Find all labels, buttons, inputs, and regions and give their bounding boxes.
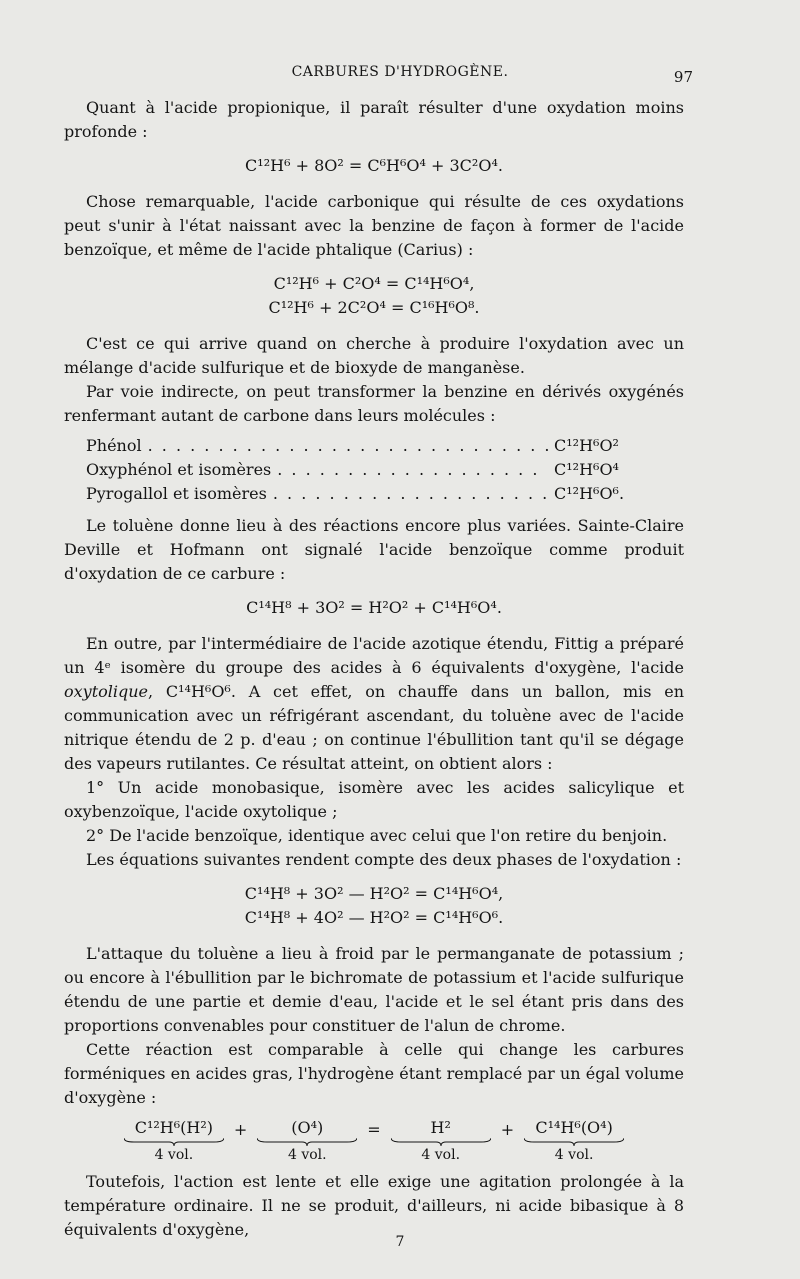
term-formula: C¹²H⁶(H²) (134, 1118, 214, 1137)
paragraph: Toutefois, l'action est lente et elle exige une agitation prolongée à la température ordinaire. Il ne se produit, d'ailleurs, ni acide bibasique à 8 équivalents d'oxygène, (64, 1172, 684, 1239)
equation: C¹⁴H⁸ + 4O² — H²O² = C¹⁴H⁶O⁶. (244, 908, 504, 927)
paragraph: C'est ce qui arrive quand on cherche à produire l'oxydation avec un mélange d'acide sulfurique et de bioxyde de manganèse. (64, 334, 684, 377)
leader-dots (273, 482, 548, 506)
paragraph (64, 632, 684, 776)
compound-formula: C¹²H⁶O² (554, 436, 619, 455)
equation: C¹²H⁶ + 2C²O⁴ = C¹⁶H⁶O⁸. (268, 298, 480, 317)
volume-equation (64, 1118, 684, 1164)
list-item (64, 482, 684, 506)
running-title: CARBURES D'HYDROGÈNE. (291, 64, 509, 80)
compound-name: Oxyphénol et isomères (86, 460, 272, 479)
term-volume: 4 vol. (287, 1147, 327, 1163)
term-volume: 4 vol. (154, 1147, 194, 1163)
term-formula: C¹⁴H⁶(O⁴) (535, 1118, 613, 1137)
page-number: 97 (673, 68, 693, 86)
list-item (64, 434, 684, 458)
italic-term: oxytolique (64, 682, 149, 701)
paragraph: Chose remarquable, l'acide carbonique qui résulte de ces oxydations peut s'unir à l'état naissant avec la benzine de façon à former de l'acide benzoïque, et même de l'acide phtalique (Carius) : (64, 192, 684, 259)
term-volume: 4 vol. (554, 1147, 594, 1163)
volume-term (257, 1118, 357, 1164)
paragraph: Quant à l'acide propionique, il paraît résulter d'une oxydation moins profonde : (64, 98, 684, 141)
term-formula: H² (430, 1118, 451, 1137)
volume-term (124, 1118, 224, 1164)
paragraph-text: En outre, par l'intermédiaire de l'acide azotique étendu, Fittig a préparé un 4ᵉ isomère du groupe des acides à 6 équivalents d'oxygène, l'acide (64, 634, 684, 677)
page-header (0, 64, 800, 84)
equation: C¹⁴H⁸ + 3O² — H²O² = C¹⁴H⁶O⁴, (244, 884, 504, 903)
equation-block (64, 154, 684, 178)
volume-term (391, 1118, 491, 1164)
printer-signature: 7 (395, 1234, 405, 1250)
underbrace (124, 1138, 224, 1146)
volume-term (524, 1118, 624, 1164)
underbrace (391, 1138, 491, 1146)
equation: C¹²H⁶ + C²O⁴ = C¹⁴H⁶O⁴, (273, 274, 475, 293)
operator: = (367, 1120, 381, 1139)
paragraph: Cette réaction est comparable à celle qui change les carbures forméniques en acides gras, l'hydrogène étant remplacé par un égal volume d'oxygène : (64, 1040, 684, 1107)
page-body (64, 96, 684, 1242)
equation-block (64, 596, 684, 620)
equation-block (64, 272, 684, 320)
paragraph: L'attaque du toluène a lieu à froid par le permanganate de potassium ; ou encore à l'ébullition par le bichromate de potassium et l'acide sulfurique étendu de une partie et demie d'eau, l'acide et le sel étant pris dans des proportions convenables pour constituer de l'alun de chrome. (64, 944, 684, 1035)
paragraph: Par voie indirecte, on peut transformer la benzine en dérivés oxygénés renfermant autant de carbone dans leurs molécules : (64, 382, 684, 425)
compound-name: Phénol (86, 436, 142, 455)
operator: + (233, 1120, 248, 1139)
leader-dots (148, 434, 548, 458)
paragraph: Les équations suivantes rendent compte des deux phases de l'oxydation : (86, 850, 682, 869)
compound-list (64, 434, 684, 506)
list-item (64, 458, 684, 482)
paragraph: 2° De l'acide benzoïque, identique avec celui que l'on retire du benjoin. (86, 826, 668, 845)
operator: + (500, 1120, 515, 1139)
paragraph: 1° Un acide monobasique, isomère avec les acides salicylique et oxybenzoïque, l'acide oxytolique ; (64, 778, 684, 821)
paragraph: Le toluène donne lieu à des réactions encore plus variées. Sainte-Claire Deville et Hofmann ont signalé l'acide benzoïque comme produit d'oxydation de ce carbure : (64, 516, 684, 583)
compound-formula: C¹²H⁶O⁴ (554, 460, 619, 479)
equation-block (64, 882, 684, 930)
equation: C¹⁴H⁸ + 3O² = H²O² + C¹⁴H⁶O⁴. (246, 598, 502, 617)
paragraph-text: , C¹⁴H⁶O⁶. A cet effet, on chauffe dans un ballon, mis en communication avec un réfrigérant ascendant, du toluène avec de l'acide nitrique étendu de 2 p. d'eau ; on continue l'ébullition tant qu'il se dégage des vapeurs rutilantes. Ce résultat atteint, on obtient alors : (64, 682, 684, 773)
term-formula: (O⁴) (291, 1118, 324, 1137)
compound-formula: C¹²H⁶O⁶. (554, 484, 625, 503)
term-volume: 4 vol. (421, 1147, 461, 1163)
underbrace (524, 1138, 624, 1146)
leader-dots (277, 458, 548, 482)
equation: C¹²H⁶ + 8O² = C⁶H⁶O⁴ + 3C²O⁴. (245, 156, 503, 175)
compound-name: Pyrogallol et isomères (86, 484, 267, 503)
underbrace (257, 1138, 357, 1146)
